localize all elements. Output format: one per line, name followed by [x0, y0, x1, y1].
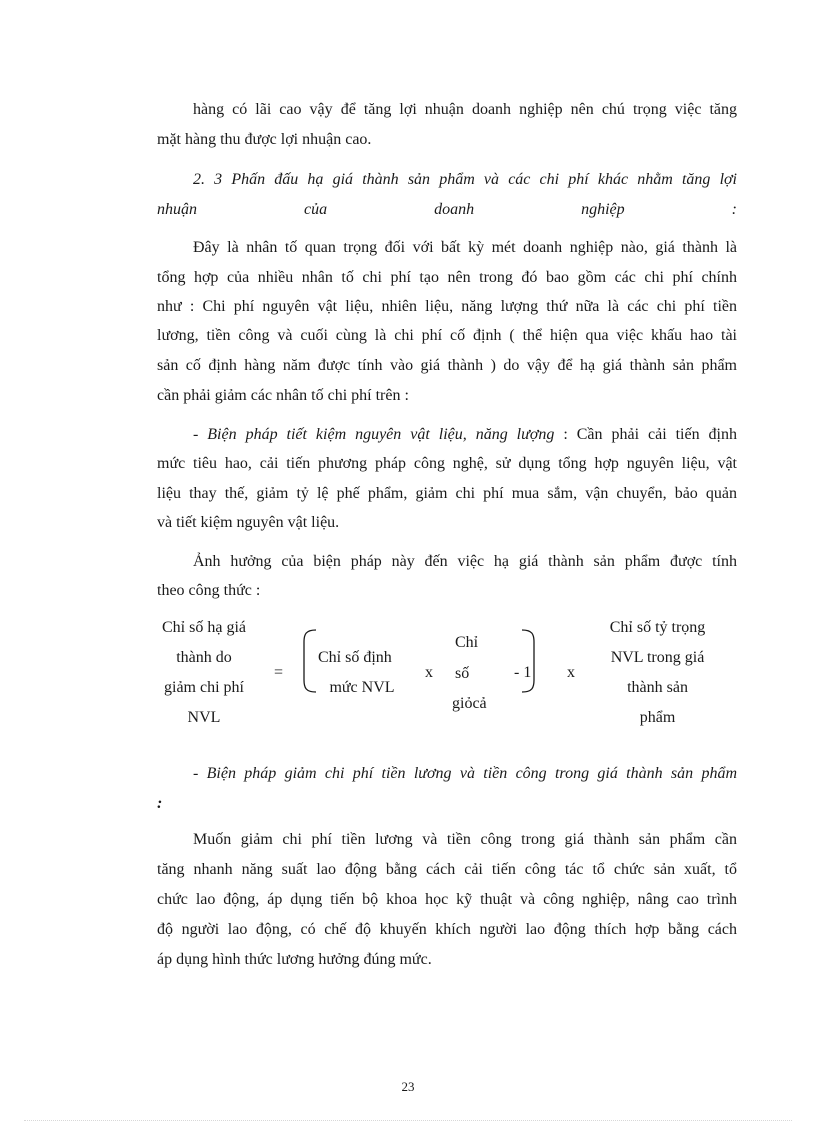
text-line: Ảnh hưởng của biện pháp này đến việc hạ giá thành sản phẩm được tính: [193, 553, 737, 570]
formula-term: mức NVL: [329, 679, 395, 696]
section-heading: - Biện pháp giảm chi phí tiền lương và tiền công trong giá thành sản phẩm: [193, 765, 737, 782]
times-sign: x: [567, 664, 575, 681]
right-brace-icon: [518, 626, 542, 696]
text-line: sản cố định hàng năm được tính vào giá thành ) do vậy để hạ giá thành sản phẩm: [157, 357, 737, 374]
formula-term: Chỉ: [455, 634, 479, 651]
formula-rhs: Chỉ số tỷ trọng: [609, 619, 706, 636]
text-line: cần phải giảm các nhân tố chi phí trên :: [157, 387, 409, 404]
text-line: độ người lao động, có chế độ khuyến khích người lao động thích hợp bằng cách: [157, 921, 737, 938]
text-line: mức tiêu hao, cải tiến phương pháp công nghệ, sử dụng tổng hợp nguyên liệu, vật: [157, 455, 737, 472]
section-heading: :: [157, 795, 163, 812]
text-line: tổng hợp của nhiều nhân tố chi phí tạo nên trong đó bao gồm các chi phí chính: [157, 269, 737, 286]
text-line: Muốn giảm chi phí tiền lương và tiền công trong giá thành sản phẩm cần: [193, 831, 737, 848]
formula-lhs: thành do: [176, 649, 232, 666]
text-line: hàng có lãi cao vậy để tăng lợi nhuận doanh nghiệp nên chú trọng việc tăng: [193, 101, 737, 118]
formula-term: giỏcả: [452, 695, 487, 712]
text-line: như : Chi phí nguyên vật liệu, nhiên liệu, năng lượng thứ nữa là các chi phí tiền: [157, 298, 737, 315]
text-line: tăng nhanh năng suất lao động bằng cách cải tiến công tác tổ chức sản xuất, tổ: [157, 861, 737, 878]
measure-heading: - Biện pháp tiết kiệm nguyên vật liệu, năng lượng: [193, 426, 555, 443]
text-line: mặt hàng thu được lợi nhuận cao.: [157, 131, 372, 148]
formula-rhs: thành sản: [627, 679, 688, 696]
formula-term: Chỉ số định: [318, 649, 392, 666]
formula-lhs: giảm chi phí: [164, 679, 244, 696]
text-line: lương, tiền công và cuối cùng là chi phí cố định ( thể hiện qua việc khấu hao tài: [157, 327, 737, 344]
measure-text: : Cần phải cải tiến định: [554, 426, 737, 443]
page-footer-divider: [24, 1120, 792, 1121]
equals-sign: =: [274, 664, 284, 681]
section-heading: 2. 3 Phấn đấu hạ giá thành sản phẩm và các chi phí khác nhằm tăng lợi: [193, 171, 737, 188]
text-line: và tiết kiệm nguyên vật liệu.: [157, 514, 340, 531]
page-number: 23: [401, 1079, 415, 1094]
measure-line: [193, 425, 737, 445]
minus-one: - 1: [514, 664, 532, 681]
formula-lhs: Chỉ số hạ giá: [162, 619, 246, 636]
formula-rhs: phẩm: [639, 709, 676, 726]
text-line: theo công thức :: [157, 582, 261, 599]
text-line: Đây là nhân tố quan trọng đối với bất kỳ mét doanh nghiệp nào, giá thành là: [193, 239, 737, 256]
text-line: chức lao động, áp dụng tiến bộ khoa học kỹ thuật và công nghiệp, nâng cao trình: [157, 891, 737, 908]
formula-rhs: NVL trong giá: [610, 649, 705, 666]
text-line: áp dụng hình thức lương hưởng đúng mức.: [157, 951, 432, 968]
times-sign: x: [425, 664, 433, 681]
left-brace-icon: [290, 626, 320, 696]
formula-term: số: [455, 665, 470, 682]
text-line: liệu thay thế, giảm tỷ lệ phế phẩm, giảm chi phí mua sắm, vận chuyển, bảo quản: [157, 485, 737, 502]
formula-lhs: NVL: [187, 709, 221, 726]
section-heading: nhuận của doanh nghiệp :: [157, 201, 737, 218]
